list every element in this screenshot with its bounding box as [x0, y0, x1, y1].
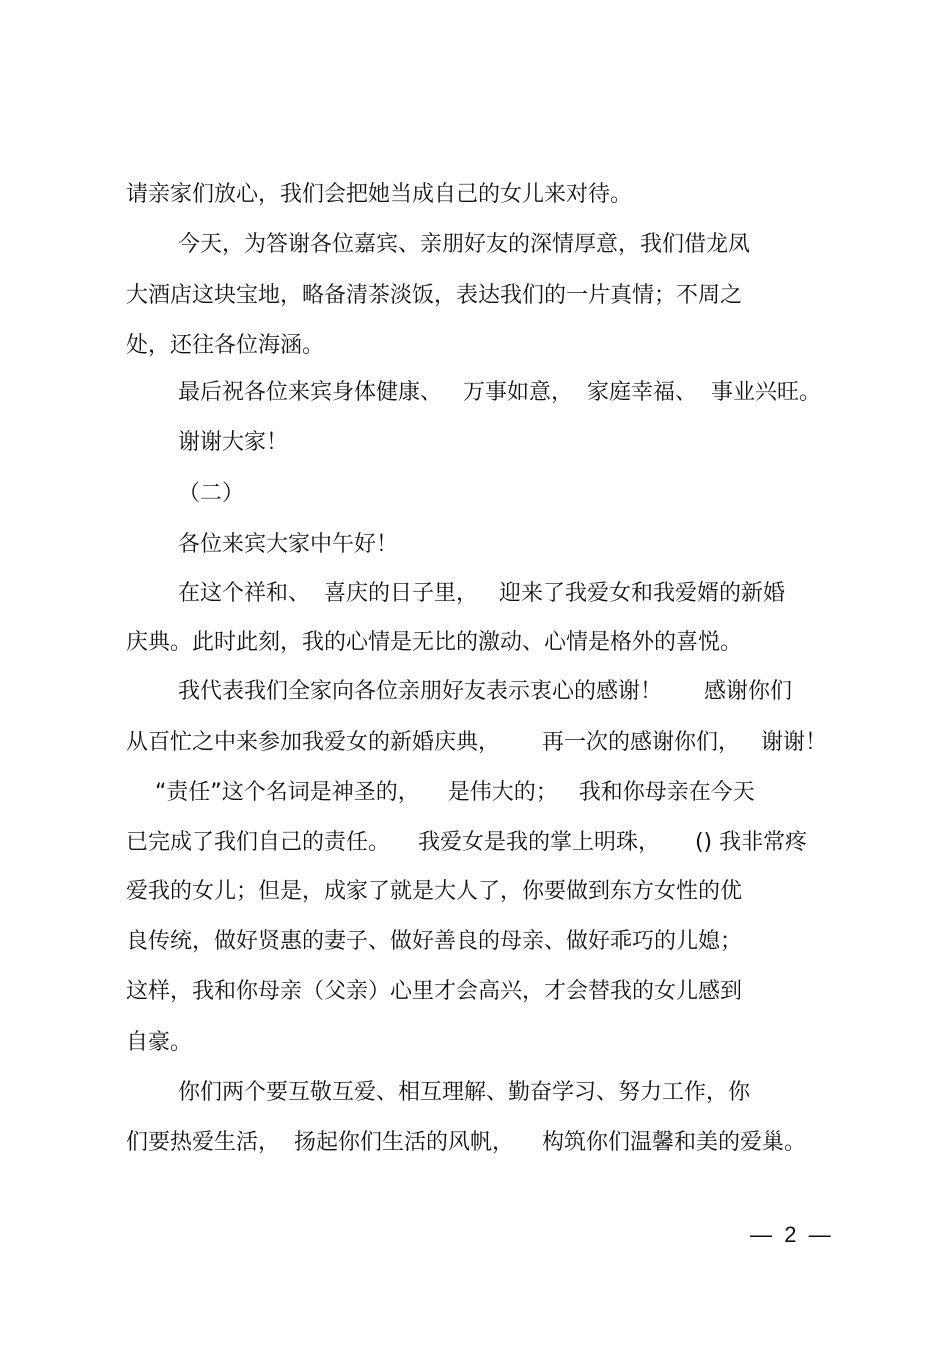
text-line: 自豪。	[126, 1030, 193, 1055]
text-line: “责任”这个名词是神圣的， 是伟大的； 我和你母亲在今天	[155, 780, 755, 805]
text-line: 最后祝各位来宾身体健康、 万事如意， 家庭幸福、 事业兴旺。	[178, 380, 821, 405]
text-line: 大酒店这块宝地，略备清茶淡饭，表达我们的一片真情；不周之	[126, 283, 743, 308]
text-line: 庆典。此时此刻，我的心情是无比的激动、心情是格外的喜悦。	[126, 630, 743, 655]
text-line: 你们两个要互敬互爱、相互理解、勤奋学习、努力工作，你	[178, 1080, 751, 1105]
text-line: 各位来宾大家中午好！	[178, 532, 399, 557]
text-line: 谢谢大家！	[178, 430, 289, 455]
text-line: 今天，为答谢各位嘉宾、亲朋好友的深情厚意，我们借龙凤	[178, 232, 751, 257]
text-line: 从百忙之中来参加我爱女的新婚庆典， 再一次的感谢你们， 谢谢！	[126, 730, 827, 755]
text-line: 我代表我们全家向各位亲朋好友表示衷心的感谢！ 感谢你们	[178, 679, 792, 704]
text-line: 已完成了我们自己的责任。 我爱女是我的掌上明珠， () 我非常疼	[126, 830, 808, 855]
page-number: — 2 —	[750, 1222, 831, 1247]
text-line: 们要热爱生活， 扬起你们生活的风帆， 构筑你们温馨和美的爱巢。	[126, 1130, 806, 1155]
text-line: 请亲家们放心，我们会把她当成自己的女儿来对待。	[126, 182, 633, 207]
text-line: 良传统，做好贤惠的妻子、做好善良的母亲、做好乖巧的儿媳；	[126, 929, 743, 954]
section-heading: （二）	[178, 481, 245, 506]
text-line: 在这个祥和、 喜庆的日子里， 迎来了我爱女和我爱婿的新婚	[178, 581, 785, 606]
text-line: 这样，我和你母亲（父亲）心里才会高兴，才会替我的女儿感到	[126, 979, 743, 1004]
text-line: 处，还往各位海涵。	[126, 333, 325, 358]
text-line: 爱我的女儿；但是，成家了就是大人了，你要做到东方女性的优	[126, 879, 743, 904]
